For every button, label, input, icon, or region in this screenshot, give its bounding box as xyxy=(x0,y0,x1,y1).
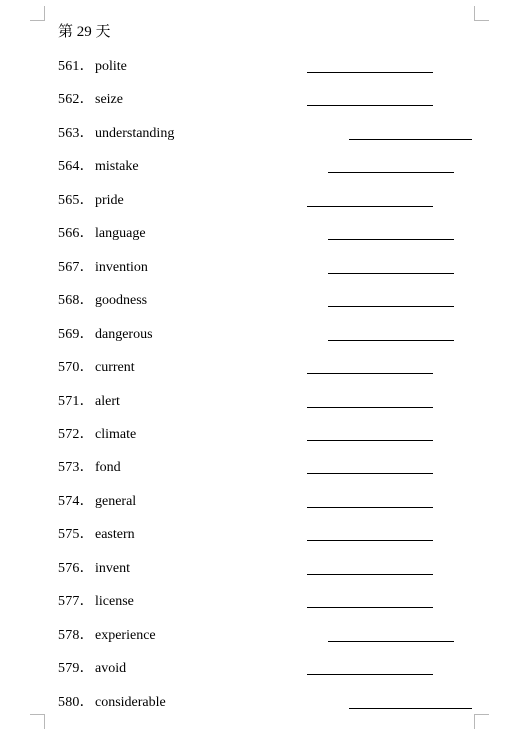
list-item xyxy=(0,693,510,717)
answer-blank-line[interactable] xyxy=(307,507,433,508)
list-item xyxy=(0,659,510,683)
vocabulary-word: alert xyxy=(95,394,120,409)
item-number: 573． xyxy=(58,460,94,475)
answer-blank-line[interactable] xyxy=(328,172,454,173)
vocabulary-word: polite xyxy=(95,59,127,74)
answer-blank-line[interactable] xyxy=(307,540,433,541)
list-item xyxy=(0,57,510,81)
list-item xyxy=(0,191,510,215)
answer-blank-line[interactable] xyxy=(328,239,454,240)
list-item xyxy=(0,559,510,583)
answer-blank-line[interactable] xyxy=(307,407,433,408)
list-item xyxy=(0,124,510,148)
list-item xyxy=(0,358,510,382)
list-item xyxy=(0,392,510,416)
vocabulary-word: general xyxy=(95,494,137,509)
item-number: 562． xyxy=(58,92,94,107)
vocabulary-word: language xyxy=(95,226,146,241)
answer-blank-line[interactable] xyxy=(307,473,433,474)
list-item xyxy=(0,157,510,181)
vocabulary-word: pride xyxy=(95,193,124,208)
answer-blank-line[interactable] xyxy=(307,674,433,675)
item-number: 569． xyxy=(58,327,94,342)
answer-blank-line[interactable] xyxy=(307,105,433,106)
vocabulary-word: goodness xyxy=(95,293,148,308)
item-number: 570． xyxy=(58,360,94,375)
list-item xyxy=(0,425,510,449)
item-number: 565． xyxy=(58,193,94,208)
list-item xyxy=(0,492,510,516)
vocabulary-word: fond xyxy=(95,460,121,475)
item-number: 564． xyxy=(58,159,94,174)
vocabulary-word: eastern xyxy=(95,527,135,542)
answer-blank-line[interactable] xyxy=(328,340,454,341)
list-item xyxy=(0,291,510,315)
vocabulary-word: mistake xyxy=(95,159,139,174)
page-corner-mark xyxy=(474,6,489,21)
vocabulary-word: climate xyxy=(95,427,137,442)
item-number: 568． xyxy=(58,293,94,308)
answer-blank-line[interactable] xyxy=(328,273,454,274)
answer-blank-line[interactable] xyxy=(328,306,454,307)
list-item xyxy=(0,258,510,282)
answer-blank-line[interactable] xyxy=(307,373,433,374)
answer-blank-line[interactable] xyxy=(307,574,433,575)
list-item xyxy=(0,525,510,549)
answer-blank-line[interactable] xyxy=(349,139,472,140)
item-number: 577． xyxy=(58,594,94,609)
item-number: 576． xyxy=(58,561,94,576)
item-number: 580． xyxy=(58,695,94,710)
vocabulary-word: license xyxy=(95,594,134,609)
vocabulary-word: experience xyxy=(95,628,156,643)
list-item xyxy=(0,224,510,248)
list-item xyxy=(0,325,510,349)
answer-blank-line[interactable] xyxy=(349,708,472,709)
item-number: 563． xyxy=(58,126,94,141)
vocabulary-word: dangerous xyxy=(95,327,153,342)
item-number: 574． xyxy=(58,494,94,509)
item-number: 561． xyxy=(58,59,94,74)
page-corner-mark xyxy=(30,6,45,21)
answer-blank-line[interactable] xyxy=(307,607,433,608)
item-number: 578． xyxy=(58,628,94,643)
list-item xyxy=(0,90,510,114)
answer-blank-line[interactable] xyxy=(307,206,433,207)
vocabulary-word: invent xyxy=(95,561,130,576)
answer-blank-line[interactable] xyxy=(307,440,433,441)
answer-blank-line[interactable] xyxy=(307,72,433,73)
day-title: 第 29 天 xyxy=(58,24,111,40)
item-number: 566． xyxy=(58,226,94,241)
vocabulary-word: current xyxy=(95,360,135,375)
list-item xyxy=(0,592,510,616)
list-item xyxy=(0,626,510,650)
item-number: 572． xyxy=(58,427,94,442)
vocabulary-word: avoid xyxy=(95,661,127,676)
answer-blank-line[interactable] xyxy=(328,641,454,642)
item-number: 567． xyxy=(58,260,94,275)
item-number: 571． xyxy=(58,394,94,409)
list-item xyxy=(0,458,510,482)
vocabulary-word: understanding xyxy=(95,126,175,141)
item-number: 579． xyxy=(58,661,94,676)
vocabulary-word: seize xyxy=(95,92,123,107)
vocabulary-word: considerable xyxy=(95,695,166,710)
item-number: 575． xyxy=(58,527,94,542)
vocabulary-word: invention xyxy=(95,260,148,275)
